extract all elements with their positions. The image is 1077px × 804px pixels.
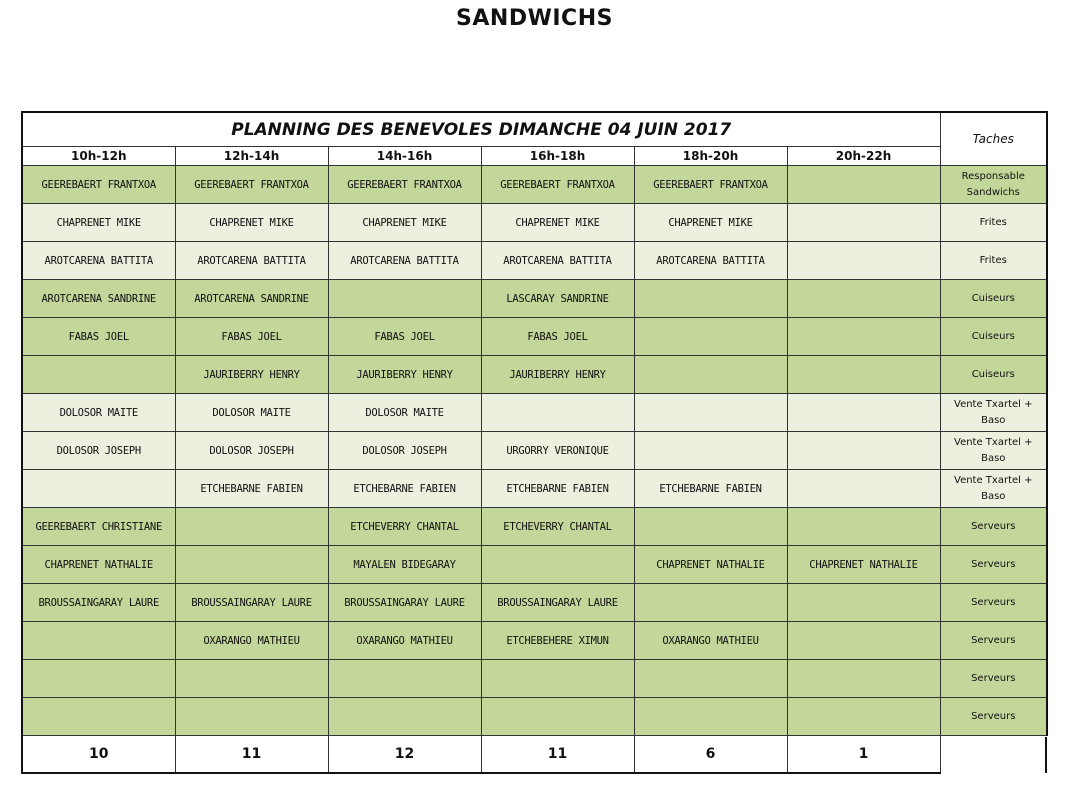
totals-row [22,736,1047,774]
table-row [22,242,1047,280]
volunteer-cell: FABAS JOEL [22,318,175,356]
task-cell: Cuiseurs [940,280,1047,318]
task-cell: Serveurs [940,660,1047,698]
table-row [22,318,1047,356]
volunteer-cell: MAYALEN BIDEGARAY [328,546,481,584]
table-row [22,508,1047,546]
volunteer-cell: OXARANGO MATHIEU [328,622,481,660]
volunteer-cell: GEEREBAERT FRANTXOA [634,166,787,204]
volunteer-cell: CHAPRENET MIKE [175,204,328,242]
volunteer-cell: BROUSSAINGARAY LAURE [175,584,328,622]
volunteer-cell: ETCHEBEHERE XIMUN [481,622,634,660]
table-row [22,698,1047,736]
table-row [22,622,1047,660]
volunteer-planning-table [21,111,1048,774]
task-cell: Serveurs [940,622,1047,660]
volunteer-cell [175,660,328,698]
taches-header: Taches [940,112,1047,166]
volunteer-cell: GEEREBAERT FRANTXOA [22,166,175,204]
volunteer-cell: JAURIBERRY HENRY [328,356,481,394]
volunteer-cell: CHAPRENET NATHALIE [22,546,175,584]
volunteer-cell: DOLOSOR MAITE [175,394,328,432]
volunteer-cell: ETCHEVERRY CHANTAL [328,508,481,546]
task-cell: Cuiseurs [940,318,1047,356]
volunteer-cell [634,660,787,698]
table-row [22,166,1047,204]
volunteer-cell [787,356,940,394]
table-row [22,660,1047,698]
table-row [22,204,1047,242]
volunteer-cell: JAURIBERRY HENRY [175,356,328,394]
volunteer-cell [634,280,787,318]
volunteer-cell: FABAS JOEL [328,318,481,356]
volunteer-cell [787,242,940,280]
volunteer-cell [634,356,787,394]
volunteer-cell: GEEREBAERT CHRISTIANE [22,508,175,546]
task-cell: Serveurs [940,698,1047,736]
volunteer-cell [634,698,787,736]
volunteer-cell [787,508,940,546]
volunteer-cell: BROUSSAINGARAY LAURE [481,584,634,622]
time-slot-header: 12h-14h [175,147,328,166]
volunteer-cell [634,432,787,470]
volunteer-cell: AROTCARENA BATTITA [22,242,175,280]
task-cell: Frites [940,242,1047,280]
totals-blank-border [941,737,1048,773]
volunteer-cell: DOLOSOR JOSEPH [328,432,481,470]
volunteer-cell [22,622,175,660]
volunteer-cell [22,698,175,736]
total-count: 12 [328,736,481,774]
volunteer-cell [787,698,940,736]
volunteer-cell: ETCHEBARNE FABIEN [634,470,787,508]
volunteer-cell [634,508,787,546]
task-cell: Serveurs [940,508,1047,546]
volunteer-cell: ETCHEBARNE FABIEN [481,470,634,508]
time-slot-header: 16h-18h [481,147,634,166]
volunteer-cell: ETCHEBARNE FABIEN [328,470,481,508]
task-cell: Serveurs [940,546,1047,584]
time-slot-header: 20h-22h [787,147,940,166]
volunteer-cell: AROTCARENA BATTITA [328,242,481,280]
volunteer-cell: ETCHEVERRY CHANTAL [481,508,634,546]
volunteer-cell [787,166,940,204]
volunteer-cell [328,280,481,318]
table-row [22,394,1047,432]
task-cell: Vente Txartel + Baso [940,470,1047,508]
volunteer-cell: CHAPRENET MIKE [328,204,481,242]
volunteer-cell: CHAPRENET NATHALIE [634,546,787,584]
volunteer-cell: JAURIBERRY HENRY [481,356,634,394]
table-row [22,356,1047,394]
volunteer-cell: CHAPRENET NATHALIE [787,546,940,584]
volunteer-cell [481,546,634,584]
volunteer-cell: ETCHEBARNE FABIEN [175,470,328,508]
task-cell: Responsable Sandwichs [940,166,1047,204]
volunteer-cell [787,660,940,698]
table-row [22,280,1047,318]
volunteer-cell: AROTCARENA BATTITA [175,242,328,280]
volunteer-cell [175,698,328,736]
total-count: 11 [175,736,328,774]
volunteer-cell: CHAPRENET MIKE [634,204,787,242]
volunteer-cell: GEEREBAERT FRANTXOA [481,166,634,204]
volunteer-cell: AROTCARENA BATTITA [481,242,634,280]
volunteer-cell: DOLOSOR MAITE [22,394,175,432]
volunteer-cell: BROUSSAINGARAY LAURE [328,584,481,622]
total-count: 1 [787,736,940,774]
volunteer-cell: OXARANGO MATHIEU [175,622,328,660]
volunteer-cell [22,470,175,508]
volunteer-cell: GEEREBAERT FRANTXOA [328,166,481,204]
volunteer-cell [787,318,940,356]
volunteer-cell: CHAPRENET MIKE [481,204,634,242]
volunteer-cell [634,318,787,356]
total-count: 11 [481,736,634,774]
volunteer-cell [787,622,940,660]
volunteer-cell [481,660,634,698]
volunteer-cell [481,698,634,736]
task-cell: Serveurs [940,584,1047,622]
volunteer-cell: AROTCARENA SANDRINE [175,280,328,318]
table-row [22,470,1047,508]
page-title: SANDWICHS [456,6,613,31]
volunteer-cell [328,660,481,698]
volunteer-cell [787,280,940,318]
volunteer-cell [175,546,328,584]
volunteer-cell [22,660,175,698]
task-cell: Frites [940,204,1047,242]
volunteer-cell: FABAS JOEL [481,318,634,356]
volunteer-cell: GEEREBAERT FRANTXOA [175,166,328,204]
volunteer-cell [787,470,940,508]
volunteer-cell [22,356,175,394]
volunteer-cell: FABAS JOEL [175,318,328,356]
volunteer-cell [787,394,940,432]
volunteer-cell: DOLOSOR JOSEPH [175,432,328,470]
volunteer-cell: AROTCARENA BATTITA [634,242,787,280]
table-row [22,432,1047,470]
volunteer-cell [328,698,481,736]
planning-banner: PLANNING DES BENEVOLES DIMANCHE 04 JUIN 2017 [22,112,940,147]
table-row [22,546,1047,584]
time-slot-header: 18h-20h [634,147,787,166]
total-count: 10 [22,736,175,774]
volunteer-cell [634,394,787,432]
totals-blank-cell [940,736,1047,774]
volunteer-cell: AROTCARENA SANDRINE [22,280,175,318]
time-slot-row [22,147,1047,166]
volunteer-cell: URGORRY VERONIQUE [481,432,634,470]
time-slot-header: 10h-12h [22,147,175,166]
total-count: 6 [634,736,787,774]
time-slot-header: 14h-16h [328,147,481,166]
task-cell: Vente Txartel + Baso [940,432,1047,470]
volunteer-cell: DOLOSOR MAITE [328,394,481,432]
volunteer-cell [634,584,787,622]
volunteer-cell: CHAPRENET MIKE [22,204,175,242]
table-row [22,584,1047,622]
volunteer-cell: DOLOSOR JOSEPH [22,432,175,470]
task-cell: Vente Txartel + Baso [940,394,1047,432]
volunteer-cell: BROUSSAINGARAY LAURE [22,584,175,622]
volunteer-cell: LASCARAY SANDRINE [481,280,634,318]
task-cell: Cuiseurs [940,356,1047,394]
volunteer-cell [175,508,328,546]
volunteer-cell [787,204,940,242]
volunteer-cell: OXARANGO MATHIEU [634,622,787,660]
volunteer-cell [787,584,940,622]
banner-row [22,112,1047,147]
volunteer-cell [481,394,634,432]
volunteer-cell [787,432,940,470]
